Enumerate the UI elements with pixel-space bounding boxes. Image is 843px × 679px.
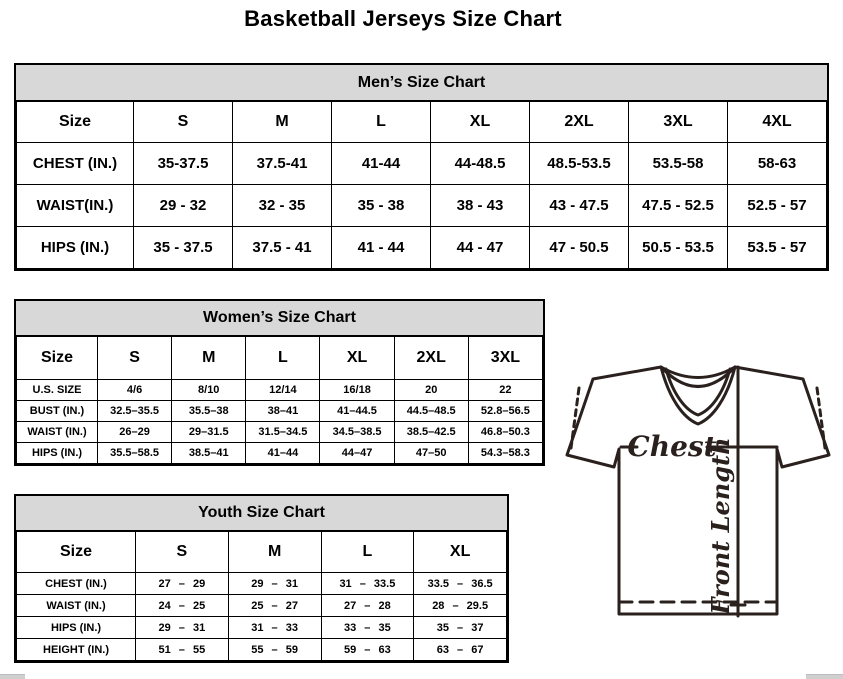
size-value-cell: 38.5–41: [172, 443, 246, 464]
size-value-cell: 28 – 29.5: [414, 595, 507, 617]
youth-size-chart: [14, 494, 509, 663]
jersey-outline: [567, 367, 829, 614]
size-value-cell: 44-48.5: [431, 143, 530, 185]
mens-size-chart-title: Men’s Size Chart: [16, 65, 827, 101]
column-header: 3XL: [468, 337, 542, 380]
size-value-cell: 52.8–56.5: [468, 401, 542, 422]
size-value-cell: 29 – 31: [228, 573, 321, 595]
size-value-cell: 34.5–38.5: [320, 422, 394, 443]
column-header: 3XL: [629, 102, 728, 143]
size-value-cell: 44.5–48.5: [394, 401, 468, 422]
size-column-header: Size: [17, 337, 98, 380]
size-value-cell: 4/6: [98, 380, 172, 401]
size-value-cell: 43 - 47.5: [530, 185, 629, 227]
size-value-cell: 35.5–58.5: [98, 443, 172, 464]
size-value-cell: 8/10: [172, 380, 246, 401]
column-header: L: [246, 337, 320, 380]
size-value-cell: 63 – 67: [414, 639, 507, 661]
size-value-cell: 29 – 31: [136, 617, 229, 639]
size-value-cell: 31 – 33.5: [321, 573, 414, 595]
size-value-cell: 35.5–38: [172, 401, 246, 422]
size-value-cell: 48.5-53.5: [530, 143, 629, 185]
size-value-cell: 50.5 - 53.5: [629, 227, 728, 269]
table-row: [17, 422, 543, 443]
column-header: S: [136, 532, 229, 573]
table-row: [17, 185, 827, 227]
womens-size-table-host: [16, 336, 543, 464]
row-label: HIPS (IN.): [17, 617, 136, 639]
size-value-cell: 32 - 35: [233, 185, 332, 227]
size-value-cell: 52.5 - 57: [728, 185, 827, 227]
column-header: XL: [431, 102, 530, 143]
men-size-table: [16, 101, 827, 269]
size-column-header: Size: [17, 102, 134, 143]
scrollbar-right-fragment[interactable]: [806, 674, 843, 679]
column-header: M: [228, 532, 321, 573]
size-value-cell: 55 – 59: [228, 639, 321, 661]
size-value-cell: 32.5–35.5: [98, 401, 172, 422]
size-value-cell: 41 - 44: [332, 227, 431, 269]
size-value-cell: 47–50: [394, 443, 468, 464]
table-row: [17, 443, 543, 464]
size-value-cell: 53.5 - 57: [728, 227, 827, 269]
size-value-cell: 25 – 27: [228, 595, 321, 617]
table-row: [17, 617, 507, 639]
column-header: 2XL: [530, 102, 629, 143]
size-value-cell: 38.5–42.5: [394, 422, 468, 443]
size-value-cell: 37.5 - 41: [233, 227, 332, 269]
column-header: 2XL: [394, 337, 468, 380]
column-header: M: [233, 102, 332, 143]
row-label: CHEST (IN.): [17, 143, 134, 185]
size-value-cell: 27 – 28: [321, 595, 414, 617]
size-value-cell: 35 - 38: [332, 185, 431, 227]
row-label: U.S. SIZE: [17, 380, 98, 401]
column-header: L: [321, 532, 414, 573]
size-value-cell: 20: [394, 380, 468, 401]
size-value-cell: 53.5-58: [629, 143, 728, 185]
column-header: L: [332, 102, 431, 143]
womens-size-chart: [14, 299, 545, 466]
mens-size-table-host: [16, 101, 827, 269]
size-value-cell: 31 – 33: [228, 617, 321, 639]
front-length-label: Front Length: [706, 437, 735, 615]
right-cuff-dashed-line: [817, 388, 825, 448]
size-value-cell: 27 – 29: [136, 573, 229, 595]
size-value-cell: 35-37.5: [134, 143, 233, 185]
size-value-cell: 29–31.5: [172, 422, 246, 443]
table-row: [17, 639, 507, 661]
column-header: M: [172, 337, 246, 380]
size-value-cell: 33.5 – 36.5: [414, 573, 507, 595]
size-value-cell: 16/18: [320, 380, 394, 401]
row-label: CHEST (IN.): [17, 573, 136, 595]
row-label: WAIST (IN.): [17, 595, 136, 617]
size-value-cell: 38 - 43: [431, 185, 530, 227]
women-size-table: [16, 336, 543, 464]
size-value-cell: 47 - 50.5: [530, 227, 629, 269]
column-header: 4XL: [728, 102, 827, 143]
youth-size-table: [16, 531, 507, 661]
size-value-cell: 38–41: [246, 401, 320, 422]
size-value-cell: 26–29: [98, 422, 172, 443]
size-column-header: Size: [17, 532, 136, 573]
womens-size-chart-title: Women’s Size Chart: [16, 301, 543, 336]
size-value-cell: 59 – 63: [321, 639, 414, 661]
row-label: WAIST(IN.): [17, 185, 134, 227]
table-row: [17, 380, 543, 401]
size-value-cell: 12/14: [246, 380, 320, 401]
size-value-cell: 54.3–58.3: [468, 443, 542, 464]
size-value-cell: 31.5–34.5: [246, 422, 320, 443]
size-value-cell: 35 – 37: [414, 617, 507, 639]
column-header: XL: [414, 532, 507, 573]
size-value-cell: 41–44: [246, 443, 320, 464]
row-label: HIPS (IN.): [17, 227, 134, 269]
table-row: [17, 143, 827, 185]
size-value-cell: 41–44.5: [320, 401, 394, 422]
scrollbar-left-fragment[interactable]: [0, 674, 25, 679]
row-label: BUST (IN.): [17, 401, 98, 422]
size-value-cell: 37.5-41: [233, 143, 332, 185]
youth-size-table-host: [16, 531, 507, 661]
youth-size-chart-title: Youth Size Chart: [16, 496, 507, 531]
size-value-cell: 47.5 - 52.5: [629, 185, 728, 227]
row-label: HIPS (IN.): [17, 443, 98, 464]
table-row: [17, 595, 507, 617]
size-value-cell: 51 – 55: [136, 639, 229, 661]
size-value-cell: 29 - 32: [134, 185, 233, 227]
size-value-cell: 58-63: [728, 143, 827, 185]
size-value-cell: 24 – 25: [136, 595, 229, 617]
size-value-cell: 22: [468, 380, 542, 401]
chest-label: Chest: [627, 430, 717, 463]
size-value-cell: 35 - 37.5: [134, 227, 233, 269]
jersey-diagram: [557, 358, 839, 628]
size-value-cell: 46.8–50.3: [468, 422, 542, 443]
column-header: S: [98, 337, 172, 380]
size-value-cell: 44–47: [320, 443, 394, 464]
row-label: HEIGHT (IN.): [17, 639, 136, 661]
size-value-cell: 33 – 35: [321, 617, 414, 639]
table-row: [17, 401, 543, 422]
column-header: XL: [320, 337, 394, 380]
size-value-cell: 41-44: [332, 143, 431, 185]
left-cuff-dashed-line: [571, 388, 579, 448]
table-row: [17, 573, 507, 595]
column-header: S: [134, 102, 233, 143]
size-value-cell: 44 - 47: [431, 227, 530, 269]
row-label: WAIST (IN.): [17, 422, 98, 443]
mens-size-chart: [14, 63, 829, 271]
table-row: [17, 227, 827, 269]
page-title: Basketball Jerseys Size Chart: [244, 6, 562, 31]
